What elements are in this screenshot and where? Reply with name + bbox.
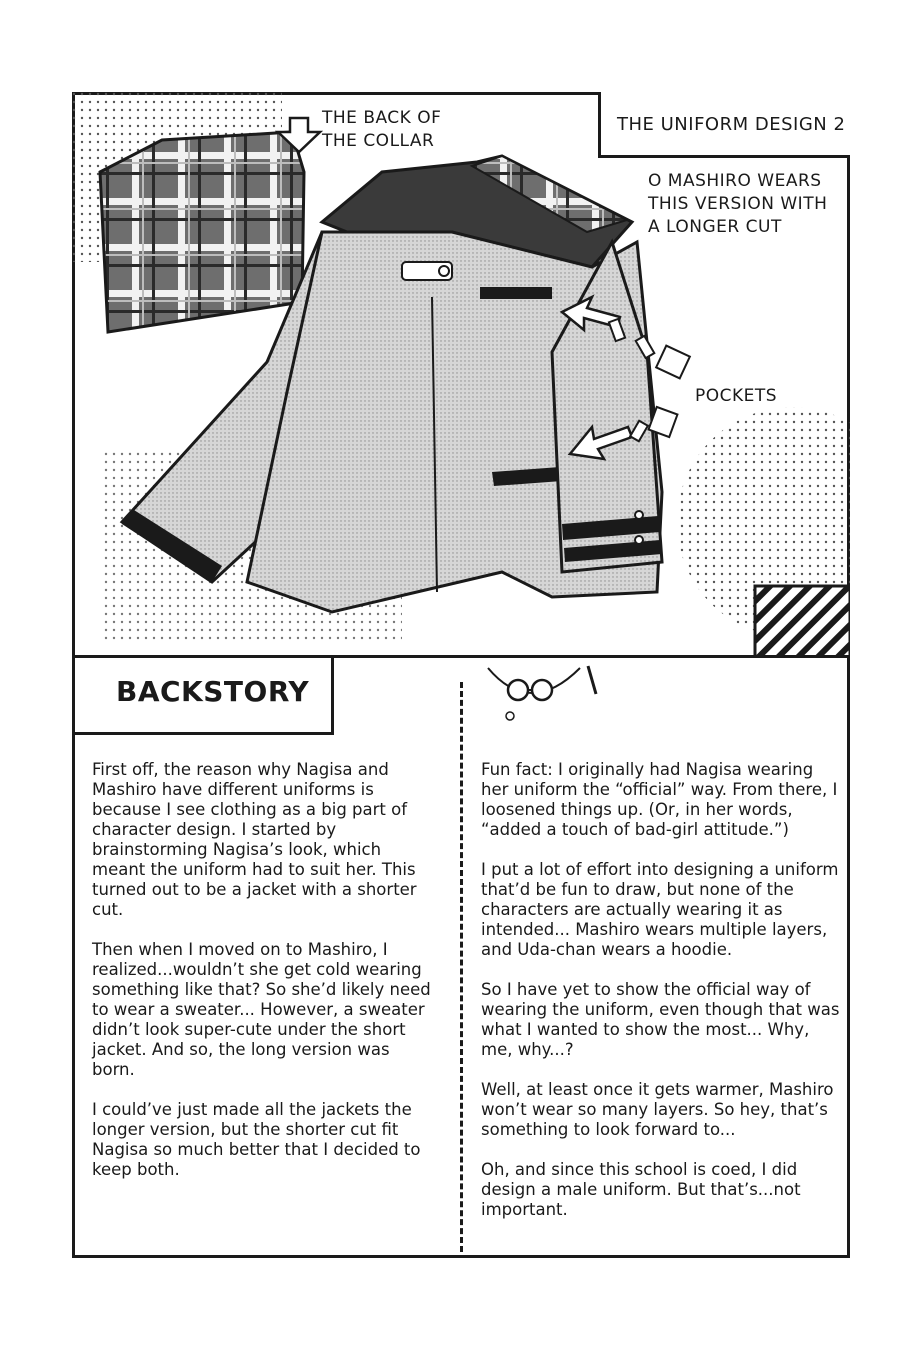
backstory-right-column [481,760,845,1240]
paragraph: Oh, and since this school is coed, I did design a male uniform. But that’s...not important. [481,1160,801,1219]
backstory-heading-box [72,655,334,735]
backstory-heading: BACKSTORY [116,675,310,708]
paragraph: Then when I moved on to Mashiro, I realized...wouldn’t she get cold wearing something like that? So she’d likely need to wear a sweater... However, a sweater didn’t look super-cute under the short jacket. And so, the long version was born. [92,940,431,1079]
mashiro-label [648,170,827,239]
mashiro-label-line: O MASHIRO WEARS [648,171,822,191]
chibi-doodle-icon [480,658,600,728]
mashiro-label-line: A LONGER CUT [648,217,782,237]
collar-label [322,107,441,153]
panel-title: THE UNIFORM DESIGN 2 [617,114,846,135]
backstory-left-column [92,760,434,1200]
hatch-corner [755,586,850,658]
collar-label-line: THE COLLAR [322,131,435,151]
paragraph: First off, the reason why Nagisa and Mashiro have different uniforms is because I see clothing as a big part of character design. I started by brainstorming Nagisa’s look, which meant the uniform had to suit her. This turned out to be a jacket with a shorter cut. [92,760,417,919]
paragraph: I put a lot of effort into designing a uniform that’d be fun to draw, but none of the characters are actually wearing it as intended... Mashiro wears multiple layers, and Uda-chan wears a hoodie. [481,860,839,959]
paragraph: Well, at least once it gets warmer, Mashiro won’t wear so many layers. So hey, that’s something to look forward to... [481,1080,834,1139]
paragraph: So I have yet to show the official way of wearing the uniform, even though that was what I wanted to show the most... Why, me, why...? [481,980,840,1059]
collar-back-drawing [100,132,304,332]
mashiro-label-line: THIS VERSION WITH [648,194,828,214]
chest-pocket-drawing [480,287,552,299]
column-divider [460,682,463,1252]
pockets-label: POCKETS [695,386,778,406]
collar-label-line: THE BACK OF [322,108,442,128]
paragraph: I could’ve just made all the jackets the longer version, but the shorter cut fit Nagisa so much better that I decided to keep both. [92,1100,421,1179]
paragraph: Fun fact: I originally had Nagisa wearing her uniform the “official” way. From there, I loosened things up. (Or, in her words, “added a touch of bad-girl attitude.”) [481,760,838,839]
panel-title-box [598,92,850,158]
